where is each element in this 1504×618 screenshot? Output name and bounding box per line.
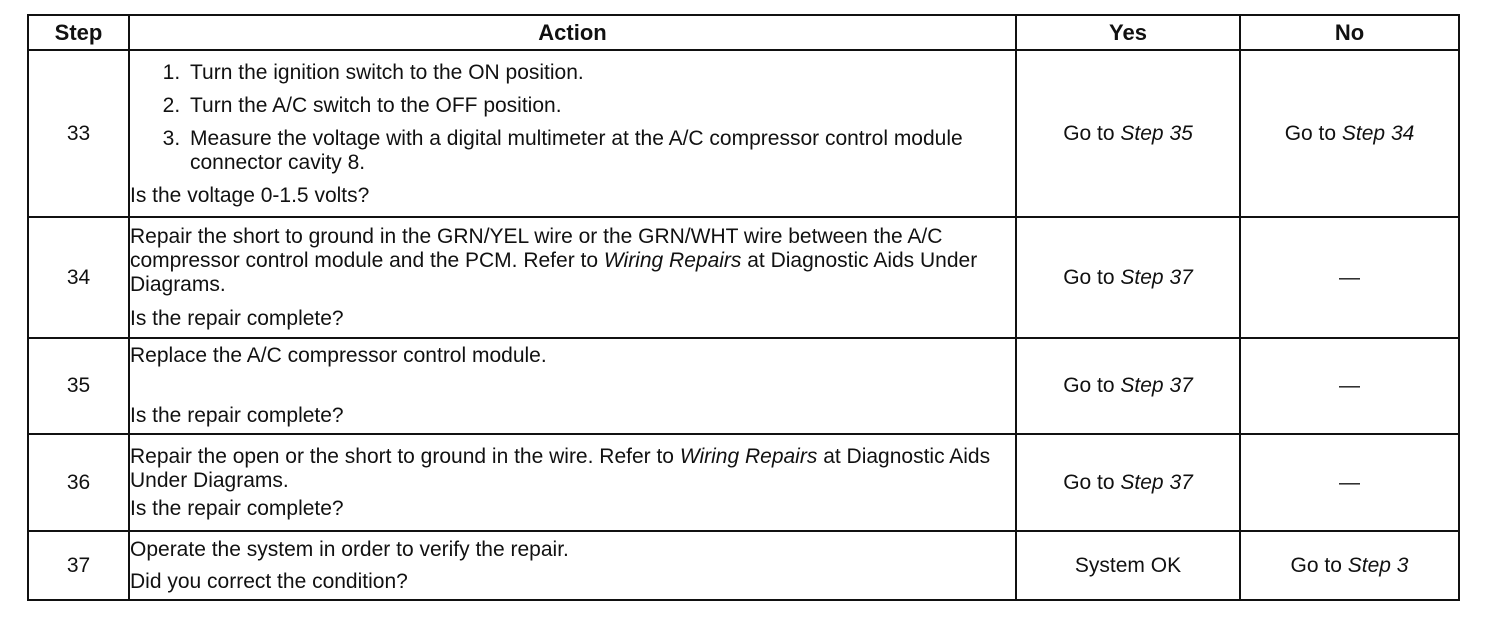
action-text-b: at Diagnostic Aids Under Diagrams. — [130, 248, 978, 296]
yes-cell — [1016, 434, 1240, 531]
yes-step-link[interactable]: Step 37 — [1120, 265, 1193, 289]
no-cell — [1240, 531, 1459, 600]
header-step: Step — [28, 15, 129, 50]
step-number: 36 — [28, 434, 129, 531]
action-question: Is the repair complete? — [130, 404, 344, 427]
yes-cell — [1016, 50, 1240, 217]
substep: 2. Turn the A/C switch to the OFF position. — [186, 94, 1015, 118]
yes-prefix: Go to — [1063, 374, 1115, 397]
action-cell — [129, 217, 1016, 338]
action-text-a: Repair the short to ground in the GRN/YEL wire or the GRN/WHT wire between the A/C compressor control module and the PCM. Refer to — [130, 224, 943, 272]
step-number: 37 — [28, 531, 129, 600]
action-text: Operate the system in order to verify the repair. — [130, 537, 569, 561]
diagnostic-table — [27, 14, 1460, 601]
action-cell — [129, 531, 1016, 600]
header-row — [28, 15, 1459, 50]
action-question: Is the voltage 0-1.5 volts? — [130, 184, 370, 207]
wiring-repairs-ref: Wiring Repairs — [603, 248, 742, 272]
action-question: Is the repair complete? — [130, 496, 344, 520]
yes-cell — [1016, 338, 1240, 434]
substep: 1. Turn the ignition switch to the ON position. — [186, 61, 1015, 85]
step-number: 33 — [28, 50, 129, 217]
header-action: Action — [129, 15, 1016, 50]
yes-step-link[interactable]: Step 35 — [1120, 121, 1193, 145]
action-text — [130, 225, 1015, 297]
no-prefix: Go to — [1290, 553, 1342, 577]
action-text-a: Repair the open or the short to ground in the wire. Refer to — [130, 444, 674, 468]
header-yes: Yes — [1016, 15, 1240, 50]
yes-prefix: Go to — [1063, 121, 1115, 145]
action-question: Is the repair complete? — [130, 306, 344, 330]
table-row — [28, 338, 1459, 434]
yes-cell — [1016, 217, 1240, 338]
step-number: 34 — [28, 217, 129, 338]
table-row — [28, 531, 1459, 600]
action-text: Replace the A/C compressor control module. — [130, 344, 547, 367]
no-cell: — — [1240, 217, 1459, 338]
yes-step-link[interactable]: Step 37 — [1120, 470, 1193, 494]
action-cell — [129, 338, 1016, 434]
no-cell — [1240, 50, 1459, 217]
yes-cell: System OK — [1016, 531, 1240, 600]
yes-step-link[interactable]: Step 37 — [1120, 374, 1193, 397]
action-cell — [129, 50, 1016, 217]
no-step-link[interactable]: Step 34 — [1341, 121, 1415, 145]
wiring-repairs-ref: Wiring Repairs — [679, 444, 818, 468]
substep-list — [130, 61, 1015, 175]
table-row — [28, 217, 1459, 338]
header-no: No — [1240, 15, 1459, 50]
action-question: Did you correct the condition? — [130, 569, 408, 593]
action-cell — [129, 434, 1016, 531]
no-cell: — — [1240, 338, 1459, 434]
yes-prefix: Go to — [1063, 470, 1115, 494]
substep: 3. Measure the voltage with a digital multimeter at the A/C compressor control module connector cavity 8. — [186, 127, 1015, 175]
no-cell: — — [1240, 434, 1459, 531]
action-text — [130, 445, 1015, 493]
yes-prefix: Go to — [1063, 265, 1115, 289]
action-text-b: at Diagnostic Aids Under Diagrams. — [130, 444, 991, 492]
no-step-link[interactable]: Step 3 — [1347, 553, 1409, 577]
table-row — [28, 50, 1459, 217]
step-number: 35 — [28, 338, 129, 434]
table-row — [28, 434, 1459, 531]
no-prefix: Go to — [1284, 121, 1337, 145]
